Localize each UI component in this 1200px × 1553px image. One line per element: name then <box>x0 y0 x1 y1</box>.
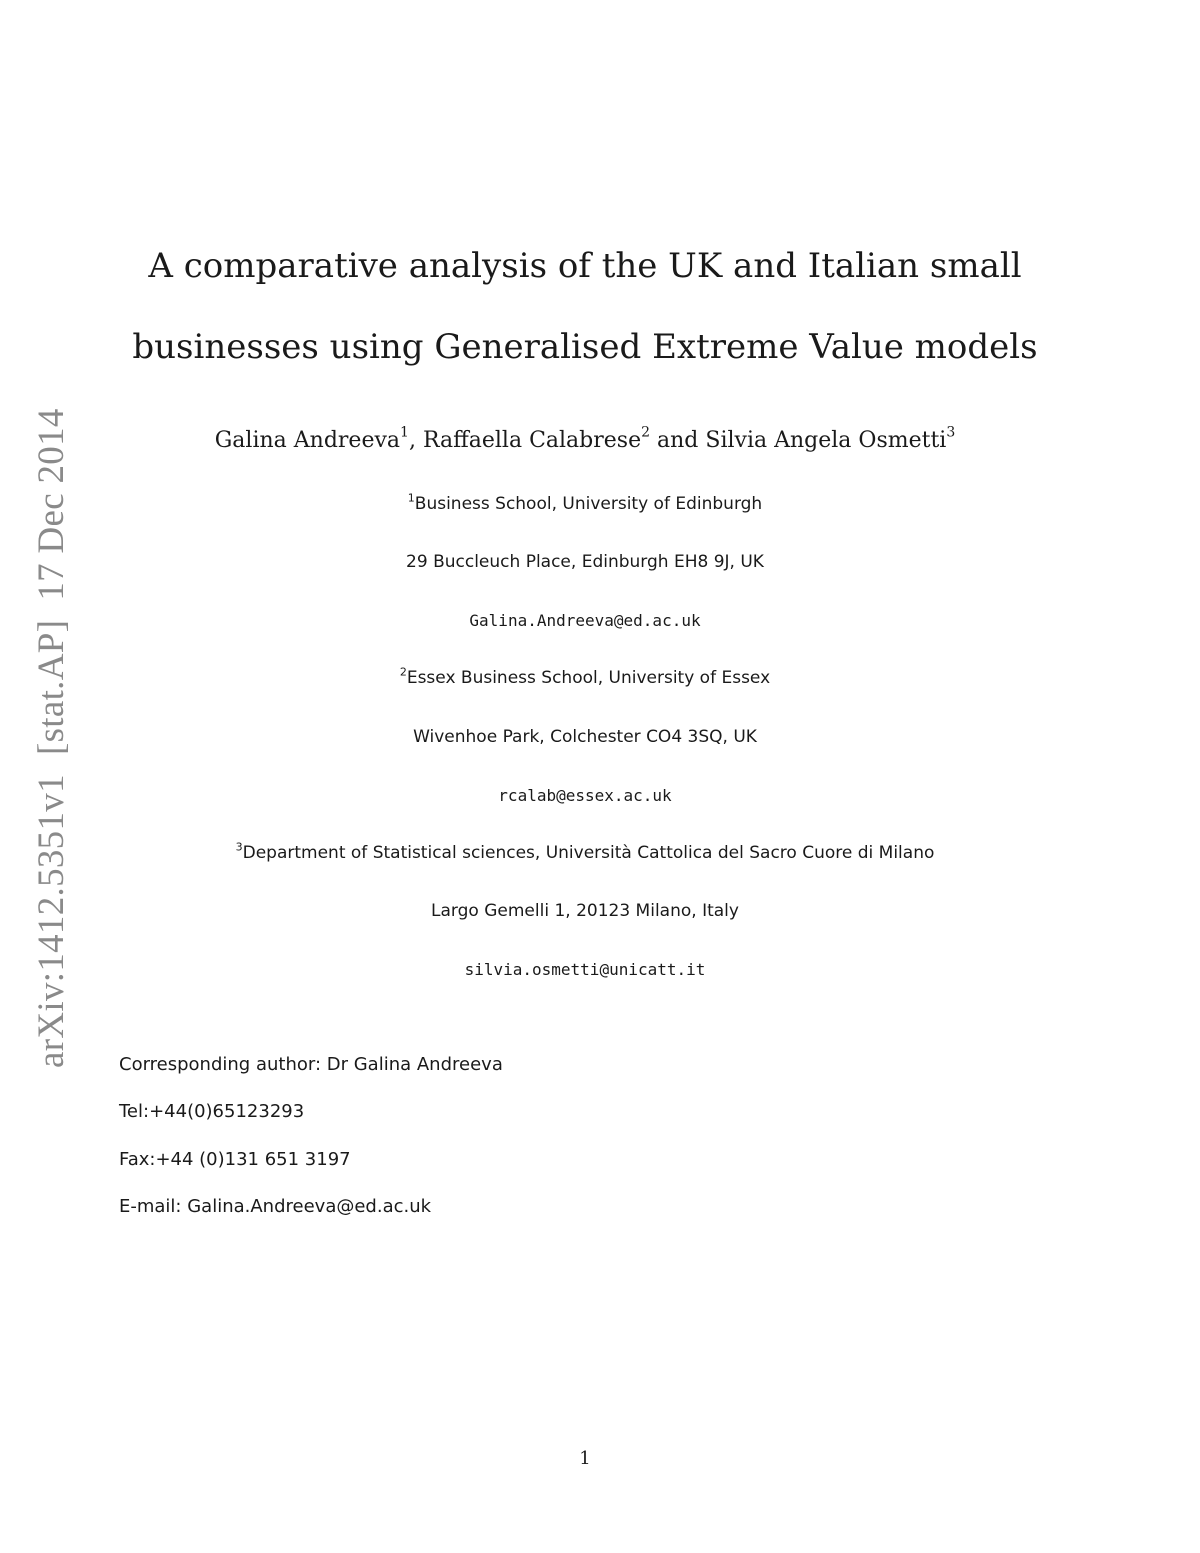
affiliation-mark: 3 <box>235 840 243 854</box>
affiliation-mark: 1 <box>407 491 415 505</box>
contact-email: E-mail: Galina.Andreeva@ed.ac.uk <box>119 1196 432 1217</box>
affiliation-3-institution <box>0 840 1170 863</box>
author-separator: and <box>650 428 706 453</box>
author-affiliation-mark: 1 <box>400 424 409 441</box>
affiliation-1-address: 29 Buccleuch Place, Edinburgh EH8 9J, UK <box>406 552 764 572</box>
affiliation-institution: Business School, University of Edinburgh <box>414 494 763 514</box>
author-affiliation-mark: 2 <box>641 424 651 441</box>
page-number: 1 <box>579 1448 591 1469</box>
affiliation-mark: 2 <box>399 665 407 679</box>
affiliation-3-email: silvia.osmetti@unicatt.it <box>464 960 706 979</box>
author-affiliation-mark: 3 <box>946 424 956 441</box>
affiliation-3-address: Largo Gemelli 1, 20123 Milano, Italy <box>431 901 739 921</box>
fax: Fax:+44 (0)131 651 3197 <box>119 1149 351 1170</box>
author-name: Silvia Angela Osmetti <box>705 428 947 453</box>
affiliation-1-institution <box>0 491 1170 514</box>
author-name: Raffaella Calabrese <box>422 428 642 453</box>
telephone: Tel:+44(0)65123293 <box>119 1101 305 1122</box>
corresponding-author: Corresponding author: Dr Galina Andreeva <box>119 1054 503 1075</box>
arxiv-identifier-stamp: arXiv:1412.5351v1 [stat.AP] 17 Dec 2014 <box>31 408 72 1068</box>
paper-title-line-1: A comparative analysis of the UK and Italian small <box>148 246 1022 286</box>
author-name: Galina Andreeva <box>214 428 401 453</box>
affiliation-2-address: Wivenhoe Park, Colchester CO4 3SQ, UK <box>413 727 757 747</box>
affiliation-2-email: rcalab@essex.ac.uk <box>498 786 672 805</box>
affiliation-1-email: Galina.Andreeva@ed.ac.uk <box>469 611 701 630</box>
affiliation-institution: Essex Business School, University of Essex <box>406 668 771 688</box>
author-list <box>0 424 1170 453</box>
affiliation-institution: Department of Statistical sciences, Università Cattolica del Sacro Cuore di Milano <box>242 843 935 863</box>
affiliation-2-institution <box>0 665 1170 688</box>
paper-title-line-2: businesses using Generalised Extreme Value models <box>132 327 1038 367</box>
author-separator: , <box>408 428 423 453</box>
